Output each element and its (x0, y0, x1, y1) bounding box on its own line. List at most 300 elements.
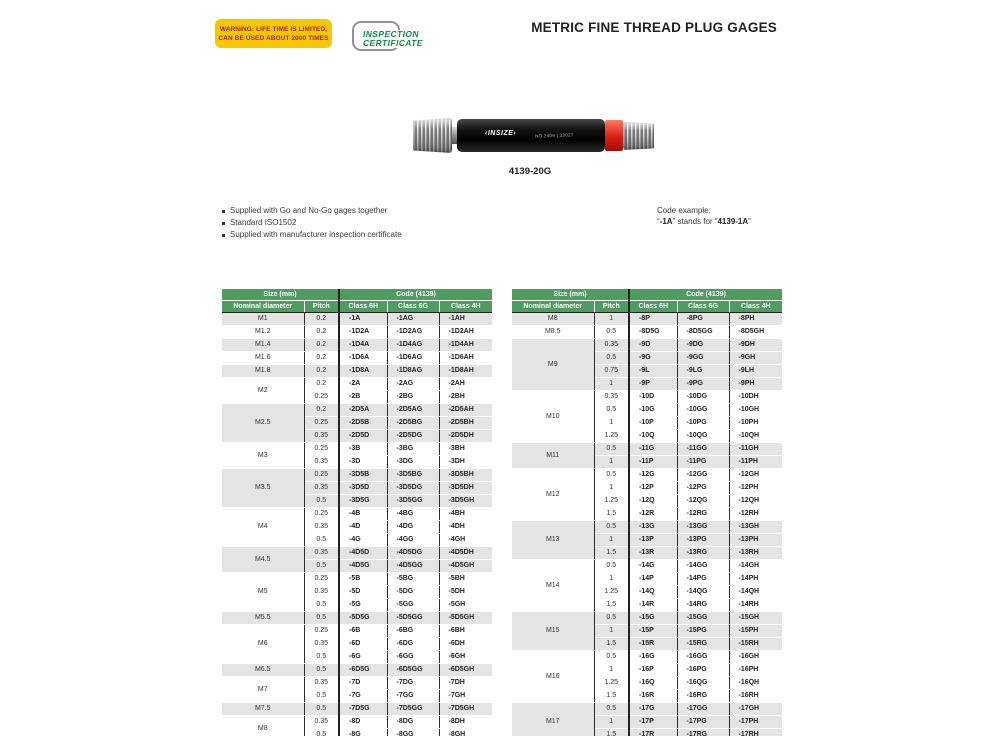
code-cell: -13PH (729, 534, 782, 547)
pitch-cell: 0.35 (304, 547, 339, 560)
code-cell: -9LG (677, 365, 729, 378)
pitch-cell: 1 (594, 716, 629, 729)
code-cell: -9P (629, 378, 677, 391)
size-code-table-left (222, 289, 492, 736)
code-cell: -7D5GG (387, 703, 439, 716)
code-cell: -17GH (729, 703, 782, 716)
code-cell: -9GG (677, 352, 729, 365)
code-cell: -10DH (729, 391, 782, 404)
nominal-diameter-cell: M1.4 (222, 339, 304, 352)
code-cell: -5G (339, 599, 387, 612)
code-cell: -11G (629, 443, 677, 456)
code-cell: -1D2A (339, 326, 387, 339)
code-cell: -1D2AH (439, 326, 492, 339)
code-cell: -5B (339, 573, 387, 586)
code-cell: -4DG (387, 521, 439, 534)
table-row (222, 352, 492, 365)
nogo-thread-end (623, 122, 654, 150)
pitch-cell: 0.2 (304, 404, 339, 417)
pitch-cell: 0.2 (304, 352, 339, 365)
code-cell: -9DH (729, 339, 782, 352)
table-row (512, 560, 782, 573)
code-cell: -3DG (387, 456, 439, 469)
code-cell: -1D6A (339, 352, 387, 365)
code-cell: -14QH (729, 586, 782, 599)
code-cell: -2D5BH (439, 417, 492, 430)
code-cell: -5BH (439, 573, 492, 586)
pitch-cell: 0.5 (304, 703, 339, 716)
pitch-cell: 0.35 (304, 677, 339, 690)
inspection-certificate-badge (352, 21, 444, 57)
code-cell: -17RH (729, 729, 782, 736)
nominal-diameter-cell: M5 (222, 573, 304, 612)
pitch-cell: 0.25 (304, 573, 339, 586)
gage-handle (457, 119, 605, 152)
code-cell: -1D6AG (387, 352, 439, 365)
code-cell: -4DH (439, 521, 492, 534)
code-cell: -4D5DH (439, 547, 492, 560)
code-cell: -7DG (387, 677, 439, 690)
code-cell: -2AG (387, 378, 439, 391)
code-cell: -15RH (729, 638, 782, 651)
code-cell: -6G (339, 651, 387, 664)
code-cell: -12RG (677, 508, 729, 521)
pitch-cell: 0.5 (594, 560, 629, 573)
pitch-cell: 0.35 (594, 339, 629, 352)
code-cell: -2D5DG (387, 430, 439, 443)
code-cell: -8D (339, 716, 387, 729)
code-cell: -2D5DH (439, 430, 492, 443)
code-cell: -3D5BH (439, 469, 492, 482)
code-example-text (657, 216, 751, 227)
table-row (222, 313, 492, 326)
code-cell: -3B (339, 443, 387, 456)
code-cell: -8G (339, 729, 387, 736)
table-row (222, 612, 492, 625)
code-group-header: Code (4139) (629, 289, 782, 301)
nominal-diameter-cell: M8 (222, 716, 304, 736)
code-cell: -5GH (439, 599, 492, 612)
code-cell: -15GG (677, 612, 729, 625)
code-cell: -13R (629, 547, 677, 560)
code-cell: -5DH (439, 586, 492, 599)
code-cell: -3D5DH (439, 482, 492, 495)
code-cell: -10QG (677, 430, 729, 443)
code-cell: -1A (339, 313, 387, 326)
code-cell: -8D5GG (677, 326, 729, 339)
table-row (512, 339, 782, 352)
certificate-text (361, 30, 425, 48)
table-row (222, 625, 492, 638)
code-cell: -3D5B (339, 469, 387, 482)
pitch-cell: 1 (594, 456, 629, 469)
code-cell: -1D8AH (439, 365, 492, 378)
code-cell: -7GG (387, 690, 439, 703)
code-cell: -9LH (729, 365, 782, 378)
pitch-cell: 0.25 (304, 391, 339, 404)
code-cell: -2D5D (339, 430, 387, 443)
code-cell: -17R (629, 729, 677, 736)
pitch-cell: 0.35 (304, 521, 339, 534)
code-cell: -10PH (729, 417, 782, 430)
code-cell: -3D5GH (439, 495, 492, 508)
size-code-table-right (512, 289, 782, 736)
code-cell: -8D5G (629, 326, 677, 339)
product-model-caption: 4139-20G (508, 166, 552, 177)
pitch-cell: 0.35 (304, 638, 339, 651)
code-cell: -16RG (677, 690, 729, 703)
code-cell: -5GG (387, 599, 439, 612)
note-item (222, 217, 402, 229)
warning-line-1: WARNING: LIFE TIME IS LIMITED, (219, 25, 328, 33)
pitch-cell: 0.5 (304, 599, 339, 612)
table-row (222, 378, 492, 391)
code-cell: -16GG (677, 651, 729, 664)
pitch-cell: 0.25 (304, 469, 339, 482)
code-cell: -10GH (729, 404, 782, 417)
table-row (512, 313, 782, 326)
code-cell: -17RG (677, 729, 729, 736)
insize-logo: ‹INSIZE› (485, 130, 517, 137)
note-text: Supplied with Go and No-Go gages together (230, 206, 388, 215)
pitch-cell: 0.5 (594, 612, 629, 625)
nominal-diameter-cell: M13 (512, 521, 594, 560)
code-cell: -16PH (729, 664, 782, 677)
code-cell: -10PG (677, 417, 729, 430)
code-cell: -2D5A (339, 404, 387, 417)
code-cell: -6GG (387, 651, 439, 664)
code-cell: -14GH (729, 560, 782, 573)
code-cell: -14GG (677, 560, 729, 573)
table-row (222, 508, 492, 521)
code-cell: -3D (339, 456, 387, 469)
pitch-cell: 1 (594, 378, 629, 391)
code-cell: -17GG (677, 703, 729, 716)
warning-label (215, 19, 332, 48)
code-cell: -8P (629, 313, 677, 326)
code-cell: -16PG (677, 664, 729, 677)
code-cell: -10P (629, 417, 677, 430)
code-cell: -15RG (677, 638, 729, 651)
code-cell: -13G (629, 521, 677, 534)
pitch-cell: 1 (594, 573, 629, 586)
pitch-cell: 0.5 (304, 612, 339, 625)
code-cell: -11GG (677, 443, 729, 456)
pitch-cell: 0.5 (304, 651, 339, 664)
code-cell: -11P (629, 456, 677, 469)
code-cell: -6D (339, 638, 387, 651)
certificate-line-2: CERTIFICATE (363, 38, 423, 48)
code-cell: -2D5AG (387, 404, 439, 417)
code-cell: -5D5GH (439, 612, 492, 625)
pitch-cell: 0.35 (304, 456, 339, 469)
class-6h-header: Class 6H (339, 301, 387, 313)
code-cell: -13RH (729, 547, 782, 560)
pitch-cell: 0.2 (304, 378, 339, 391)
code-cell: -12PH (729, 482, 782, 495)
size-group-header: Size (mm) (222, 289, 339, 301)
code-cell: -11GH (729, 443, 782, 456)
pitch-cell: 0.35 (304, 716, 339, 729)
class-6g-header: Class 6G (387, 301, 439, 313)
class-4h-header: Class 4H (729, 301, 782, 313)
pitch-cell: 1 (594, 417, 629, 430)
pitch-cell: 0.35 (304, 586, 339, 599)
warning-line-2: CAN BE USED ABOUT 2000 TIMES (218, 34, 329, 42)
nominal-diameter-cell: M1.8 (222, 365, 304, 378)
code-cell: -15PG (677, 625, 729, 638)
code-cell: -17PH (729, 716, 782, 729)
table-row (222, 339, 492, 352)
code-cell: -2D5AH (439, 404, 492, 417)
code-cell: -10QH (729, 430, 782, 443)
code-cell: -6DH (439, 638, 492, 651)
code-cell: -5D (339, 586, 387, 599)
nominal-diameter-cell: M2.5 (222, 404, 304, 443)
pitch-header: Pitch (304, 301, 339, 313)
code-example-label: Code example: (657, 206, 711, 215)
code-cell: -1D8A (339, 365, 387, 378)
pitch-cell: 0.2 (304, 339, 339, 352)
code-cell: -8DH (439, 716, 492, 729)
code-cell: -12R (629, 508, 677, 521)
bullet-square-icon (222, 234, 225, 237)
table-row (222, 547, 492, 560)
class-6g-header: Class 6G (677, 301, 729, 313)
code-cell: -7D5GH (439, 703, 492, 716)
code-cell: -13PG (677, 534, 729, 547)
code-cell: -10DG (677, 391, 729, 404)
code-cell: -9L (629, 365, 677, 378)
code-cell: -6BH (439, 625, 492, 638)
pitch-cell: 0.5 (594, 443, 629, 456)
code-cell: -7G (339, 690, 387, 703)
code-cell: -5BG (387, 573, 439, 586)
code-cell: -9DG (677, 339, 729, 352)
code-cell: -4D5G (339, 560, 387, 573)
pitch-header: Pitch (594, 301, 629, 313)
pitch-cell: 1 (594, 664, 629, 677)
code-cell: -15P (629, 625, 677, 638)
code-full: 4139-1A (717, 217, 749, 226)
code-cell: -13P (629, 534, 677, 547)
code-cell: -14G (629, 560, 677, 573)
table-row (512, 612, 782, 625)
nominal-diameter-cell: M11 (512, 443, 594, 469)
nominal-diameter-cell: M7 (222, 677, 304, 703)
code-cell: -3D5G (339, 495, 387, 508)
nominal-diameter-cell: M2 (222, 378, 304, 404)
pitch-cell: 0.75 (594, 365, 629, 378)
code-cell: -9PH (729, 378, 782, 391)
pitch-cell: 0.5 (594, 326, 629, 339)
pitch-cell: 0.5 (594, 651, 629, 664)
pitch-cell: 0.5 (594, 404, 629, 417)
pitch-cell: 1.5 (594, 547, 629, 560)
code-cell: -4D5GH (439, 560, 492, 573)
code-cell: -9PG (677, 378, 729, 391)
code-cell: -5D5G (339, 612, 387, 625)
bullet-square-icon (222, 222, 225, 225)
size-group-header: Size (mm) (512, 289, 629, 301)
code-cell: -10G (629, 404, 677, 417)
code-cell: -3D5DG (387, 482, 439, 495)
code-cell: -4GH (439, 534, 492, 547)
pitch-cell: 1.25 (594, 430, 629, 443)
nominal-diameter-cell: M12 (512, 469, 594, 521)
nominal-diameter-cell: M14 (512, 560, 594, 612)
pitch-cell: 0.5 (304, 664, 339, 677)
code-cell: -10D (629, 391, 677, 404)
code-cell: -3DH (439, 456, 492, 469)
code-cell: -3BH (439, 443, 492, 456)
pitch-cell: 1.5 (594, 729, 629, 736)
code-cell: -7GH (439, 690, 492, 703)
code-cell: -1D2AG (387, 326, 439, 339)
nominal-diameter-cell: M1.6 (222, 352, 304, 365)
code-cell: -14RG (677, 599, 729, 612)
table-row (222, 326, 492, 339)
table-row (512, 651, 782, 664)
nominal-diameter-header: Nominal diameter (222, 301, 304, 313)
code-cell: -6B (339, 625, 387, 638)
pitch-cell: 1 (594, 625, 629, 638)
table-row (512, 703, 782, 716)
code-cell: -2BG (387, 391, 439, 404)
nominal-diameter-cell: M15 (512, 612, 594, 651)
pitch-cell: 0.35 (304, 482, 339, 495)
pitch-cell: 0.35 (304, 430, 339, 443)
pitch-cell: 0.25 (304, 417, 339, 430)
pitch-cell: 0.2 (304, 313, 339, 326)
table-row (222, 365, 492, 378)
code-group-header: Code (4139) (339, 289, 492, 301)
product-figure (400, 100, 660, 185)
nominal-diameter-cell: M5.5 (222, 612, 304, 625)
code-cell: -8D5GH (729, 326, 782, 339)
code-cell: -2B (339, 391, 387, 404)
gage-serial-marking: NO.2409 | 33027 (534, 132, 574, 139)
pitch-cell: 0.5 (304, 729, 339, 736)
pitch-cell: 0.5 (304, 560, 339, 573)
nominal-diameter-cell: M1 (222, 313, 304, 326)
pitch-cell: 1.5 (594, 599, 629, 612)
page-title: METRIC FINE THREAD PLUG GAGES (531, 20, 777, 35)
table-row (222, 404, 492, 417)
class-4h-header: Class 4H (439, 301, 492, 313)
code-cell: -2D5BG (387, 417, 439, 430)
code-cell: -13GH (729, 521, 782, 534)
code-cell: -5DG (387, 586, 439, 599)
nominal-diameter-cell: M16 (512, 651, 594, 703)
table-row (222, 443, 492, 456)
nominal-diameter-cell: M3.5 (222, 469, 304, 508)
code-cell: -12QH (729, 495, 782, 508)
pitch-cell: 0.25 (304, 508, 339, 521)
code-cell: -12Q (629, 495, 677, 508)
quote: “ (657, 217, 660, 226)
code-cell: -4G (339, 534, 387, 547)
code-cell: -12PG (677, 482, 729, 495)
note-text: Standard ISO1502 (230, 218, 297, 227)
pitch-cell: 1.25 (594, 677, 629, 690)
code-cell: -16P (629, 664, 677, 677)
pitch-cell: 1.25 (594, 586, 629, 599)
table-row (512, 391, 782, 404)
code-cell: -2BH (439, 391, 492, 404)
code-cell: -2D5B (339, 417, 387, 430)
code-cell: -4D (339, 521, 387, 534)
certificate-line-1: INSPECTION (363, 29, 419, 39)
pitch-cell: 0.2 (304, 326, 339, 339)
code-short: -1A (659, 217, 673, 226)
nominal-diameter-header: Nominal diameter (512, 301, 594, 313)
code-cell: -3D5BG (387, 469, 439, 482)
code-cell: -1D4AG (387, 339, 439, 352)
code-cell: -14P (629, 573, 677, 586)
code-cell: -8DG (387, 716, 439, 729)
code-cell: -7D (339, 677, 387, 690)
table-row (222, 664, 492, 677)
feature-notes-list (222, 205, 402, 241)
code-cell: -11PH (729, 456, 782, 469)
code-cell: -12P (629, 482, 677, 495)
table-row (222, 469, 492, 482)
code-cell: -13GG (677, 521, 729, 534)
code-cell: -6D5G (339, 664, 387, 677)
code-cell: -4D5GG (387, 560, 439, 573)
code-cell: -15G (629, 612, 677, 625)
note-item (222, 229, 402, 241)
code-cell: -8PG (677, 313, 729, 326)
code-cell: -3D5GG (387, 495, 439, 508)
pitch-cell: 0.5 (594, 352, 629, 365)
code-cell: -16QH (729, 677, 782, 690)
table-row (512, 521, 782, 534)
nominal-diameter-cell: M7.5 (222, 703, 304, 716)
code-cell: -9GH (729, 352, 782, 365)
pitch-cell: 0.35 (594, 391, 629, 404)
code-cell: -10GG (677, 404, 729, 417)
code-cell: -8GG (387, 729, 439, 736)
pitch-cell: 1.5 (594, 690, 629, 703)
code-cell: -9D (629, 339, 677, 352)
table-row (222, 573, 492, 586)
code-cell: -1D4AH (439, 339, 492, 352)
code-cell: -7D5G (339, 703, 387, 716)
pitch-cell: 0.5 (594, 469, 629, 482)
code-example (657, 205, 751, 227)
bullet-square-icon (222, 210, 225, 213)
table-row (222, 677, 492, 690)
nogo-red-ring (605, 120, 623, 151)
code-cell: -1AG (387, 313, 439, 326)
note-item (222, 205, 402, 217)
code-cell: -3D5D (339, 482, 387, 495)
code-cell: -7DH (439, 677, 492, 690)
pitch-cell: 0.25 (304, 443, 339, 456)
pitch-cell: 0.25 (304, 625, 339, 638)
table-row (512, 443, 782, 456)
code-cell: -15R (629, 638, 677, 651)
code-cell: -16Q (629, 677, 677, 690)
code-cell: -17P (629, 716, 677, 729)
code-cell: -12RH (729, 508, 782, 521)
nominal-diameter-cell: M10 (512, 391, 594, 443)
pitch-cell: 0.5 (304, 495, 339, 508)
pitch-cell: 0.5 (304, 690, 339, 703)
code-cell: -12GH (729, 469, 782, 482)
